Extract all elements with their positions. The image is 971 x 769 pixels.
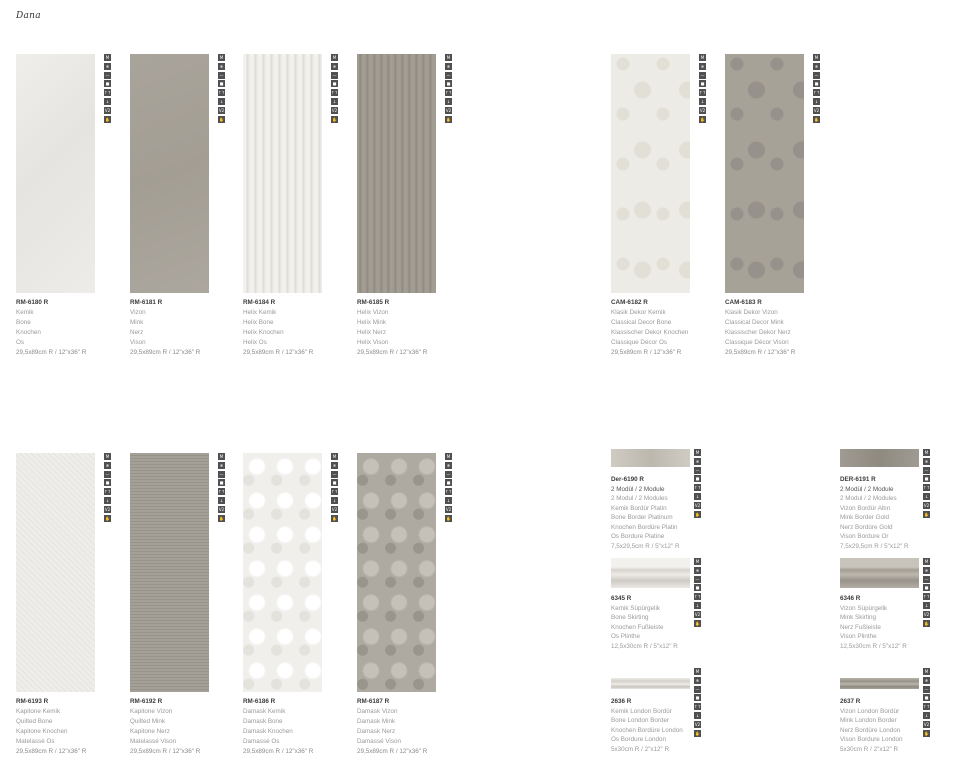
item-line: Vizon Bordür Altın — [840, 504, 891, 512]
item-image — [611, 678, 690, 689]
square-icon: ■ — [700, 81, 705, 87]
v2-icon: V2 — [694, 502, 701, 508]
hand-icon: ✋ — [924, 511, 929, 517]
tile-line: Helix Kemik — [243, 309, 277, 316]
tile-image — [16, 54, 95, 293]
square-icon: ■ — [332, 81, 337, 87]
square-icon: ■ — [695, 585, 700, 591]
square-icon: ■ — [924, 476, 929, 482]
v2-icon: V2 — [104, 107, 111, 113]
tile-code: RM-6192 R — [130, 698, 163, 705]
v2-icon: V2 — [218, 506, 225, 512]
square-icon: ■ — [446, 81, 451, 87]
square-icon: ■ — [924, 695, 929, 701]
frost-icon: ❄ — [695, 677, 700, 683]
hand-icon: ✋ — [105, 116, 110, 122]
item-line: Nerz Bordüre Gold — [840, 523, 893, 531]
tile-image — [725, 54, 804, 293]
arrows-icon: ↑↑ — [813, 90, 820, 96]
arrows-icon: ↑↑ — [699, 90, 706, 96]
tile-image — [130, 54, 209, 293]
v2-icon: V2 — [923, 502, 930, 508]
square-icon: ■ — [219, 81, 224, 87]
item-line: Os Bordure London — [611, 736, 666, 743]
tile-line: Damask Mink — [357, 718, 396, 725]
tile-line: Kapitone Kemik — [16, 708, 61, 715]
tile-size: 29,5x89cm R / 12"x36" R — [130, 748, 201, 755]
down-icon: ↓ — [219, 98, 224, 104]
tile-line: Klasik Dekor Kemik — [611, 309, 666, 316]
tile-line: Damask Knochen — [243, 728, 293, 735]
tile-line: Kapitone Vizon — [130, 708, 173, 715]
arrows-icon: ↑↑ — [218, 90, 225, 96]
down-icon: ↓ — [924, 602, 929, 608]
frost-icon: ❄ — [219, 63, 224, 69]
matt-icon: M — [924, 669, 929, 674]
tile-line: Os — [16, 339, 25, 346]
item-line: Nerz Fußleiste — [840, 623, 881, 631]
frost-icon: ❄ — [695, 567, 700, 573]
tile-line: Kapitone Nerz — [130, 728, 170, 735]
frost-icon: ❄ — [924, 677, 929, 683]
item-icons — [923, 449, 930, 520]
v2-icon: V2 — [331, 506, 338, 512]
tile-line: Damassé Vison — [357, 738, 401, 745]
item-icons — [694, 558, 701, 629]
tile-icons — [445, 54, 452, 125]
matt-icon: M — [695, 669, 700, 674]
arrows-icon: ↑↑ — [331, 489, 338, 495]
item-size: 12,5x30cm R / 5"x12" R — [840, 642, 907, 650]
tile-size: 29,5x89cm R / 12"x36" R — [357, 748, 428, 755]
arrows-icon: ↑↑ — [104, 90, 111, 96]
tile-line: Quilted Bone — [16, 718, 53, 725]
down-icon: ↓ — [695, 602, 700, 608]
tile-caption — [357, 697, 427, 757]
item-line: Vison Plinthe — [840, 633, 877, 640]
v2-icon: V2 — [923, 721, 930, 727]
tile-icons — [445, 453, 452, 524]
item-code: 2636 R — [611, 698, 632, 705]
item-size: 7,5x29,5cm R / 5"x12" R — [840, 542, 909, 550]
matt-icon: M — [219, 55, 224, 60]
matt-icon: M — [105, 454, 110, 459]
down-icon: ↓ — [446, 497, 451, 503]
item-line: Knochen Bordüre London — [611, 726, 683, 734]
matt-icon: M — [446, 454, 451, 459]
tile-line: Classical Decor Bone — [611, 319, 672, 326]
tile-code: RM-6184 R — [243, 299, 276, 306]
dash-icon: — — [700, 72, 705, 78]
tile-caption — [16, 697, 86, 757]
item-icons — [694, 668, 701, 739]
item-caption — [611, 697, 683, 754]
tile-image — [243, 54, 322, 293]
v2-icon: V2 — [923, 611, 930, 617]
item-caption — [611, 594, 678, 651]
item-image — [840, 449, 919, 467]
item-sub: 2 Modül / 2 Module — [840, 485, 894, 493]
matt-icon: M — [700, 55, 705, 60]
down-icon: ↓ — [814, 98, 819, 104]
hand-icon: ✋ — [695, 620, 700, 626]
down-icon: ↓ — [332, 98, 337, 104]
square-icon: ■ — [105, 81, 110, 87]
item-line: Mink Border Gold — [840, 514, 889, 521]
item-line: Mink Skirting — [840, 614, 877, 621]
hand-icon: ✋ — [332, 515, 337, 521]
tile-size: 29,5x89cm R / 12"x36" R — [243, 748, 314, 755]
tile-code: CAM-6183 R — [725, 299, 762, 306]
square-icon: ■ — [695, 695, 700, 701]
item-line: Os Bordure Platine — [611, 533, 665, 540]
dash-icon: — — [332, 72, 337, 78]
item-caption — [611, 475, 680, 551]
tile-code: RM-6193 R — [16, 698, 49, 705]
square-icon: ■ — [814, 81, 819, 87]
hand-icon: ✋ — [924, 620, 929, 626]
matt-icon: M — [924, 559, 929, 564]
tile-line: Damask Nerz — [357, 728, 396, 735]
tile-line: Helix Knochen — [243, 329, 284, 336]
hand-icon: ✋ — [695, 511, 700, 517]
hand-icon: ✋ — [219, 515, 224, 521]
tile-image — [611, 54, 690, 293]
down-icon: ↓ — [332, 497, 337, 503]
square-icon: ■ — [219, 480, 224, 486]
tile-caption — [357, 298, 427, 358]
hand-icon: ✋ — [695, 730, 700, 736]
square-icon: ■ — [105, 480, 110, 486]
tile-line: Bone — [16, 319, 31, 326]
hand-icon: ✋ — [332, 116, 337, 122]
tile-line: Damask Kemik — [243, 708, 286, 715]
arrows-icon: ↑↑ — [694, 704, 701, 710]
tile-line: Helix Nerz — [357, 329, 387, 336]
item-line: 2 Modul / 2 Modules — [840, 495, 897, 502]
item-line: Vizon London Bordür — [840, 707, 900, 715]
tile-line: Helix Mink — [357, 319, 387, 326]
item-size: 12,5x30cm R / 5"x12" R — [611, 642, 678, 650]
dash-icon: — — [924, 576, 929, 582]
item-line: Kemik Bordür Platin — [611, 504, 667, 512]
tile-line: Vison — [130, 339, 146, 346]
tile-image — [357, 453, 436, 692]
down-icon: ↓ — [695, 712, 700, 718]
tile-image — [16, 453, 95, 692]
tile-line: Quilted Mink — [130, 718, 165, 725]
tile-icons — [331, 453, 338, 524]
tile-image — [243, 453, 322, 692]
tile-code: RM-6180 R — [16, 299, 49, 306]
v2-icon: V2 — [813, 107, 820, 113]
item-line: Vison Bordure Or — [840, 533, 889, 540]
v2-icon: V2 — [699, 107, 706, 113]
v2-icon: V2 — [445, 107, 452, 113]
frost-icon: ❄ — [219, 462, 224, 468]
item-line: Knochen Fußleiste — [611, 623, 664, 631]
tile-code: RM-6186 R — [243, 698, 276, 705]
arrows-icon: ↑↑ — [694, 594, 701, 600]
item-line: Kemik Süpürgelik — [611, 604, 660, 612]
item-caption — [840, 594, 907, 651]
dash-icon: — — [814, 72, 819, 78]
tile-size: 29,5x89cm R / 12"x36" R — [243, 349, 314, 356]
tile-line: Kemik — [16, 309, 34, 316]
arrows-icon: ↑↑ — [218, 489, 225, 495]
item-code: Der-6190 R — [611, 476, 644, 483]
item-code: 6346 R — [840, 595, 861, 602]
tile-line: Helix Bone — [243, 319, 274, 326]
item-code: 2637 R — [840, 698, 861, 705]
tile-line: Matelassé Os — [16, 738, 55, 745]
matt-icon: M — [332, 55, 337, 60]
arrows-icon: ↑↑ — [923, 594, 930, 600]
tile-line: Knochen — [16, 329, 41, 336]
item-image — [611, 558, 690, 588]
frost-icon: ❄ — [924, 567, 929, 573]
item-sub: 2 Modül / 2 Module — [611, 485, 665, 493]
dash-icon: — — [446, 471, 451, 477]
tile-size: 29,5x89cm R / 12"x36" R — [357, 349, 428, 356]
tile-line: Klasik Dekor Vizon — [725, 309, 778, 316]
item-image — [840, 558, 919, 588]
tile-code: RM-6181 R — [130, 299, 163, 306]
frost-icon: ❄ — [446, 63, 451, 69]
frost-icon: ❄ — [446, 462, 451, 468]
tile-caption — [243, 298, 313, 358]
matt-icon: M — [219, 454, 224, 459]
item-size: 7,5x29,5cm R / 5"x12" R — [611, 542, 680, 550]
item-icons — [923, 558, 930, 629]
tile-icons — [331, 54, 338, 125]
tile-image — [130, 453, 209, 692]
item-code: DER-6191 R — [840, 476, 876, 483]
tile-size: 29,5x89cm R / 12"x36" R — [725, 349, 796, 356]
hand-icon: ✋ — [219, 116, 224, 122]
tile-icons — [218, 453, 225, 524]
item-caption — [840, 475, 909, 551]
v2-icon: V2 — [218, 107, 225, 113]
frost-icon: ❄ — [695, 458, 700, 464]
tile-icons — [813, 54, 820, 125]
dash-icon: — — [446, 72, 451, 78]
item-line: Kemik London Bordür — [611, 707, 672, 715]
matt-icon: M — [924, 450, 929, 455]
hand-icon: ✋ — [924, 730, 929, 736]
down-icon: ↓ — [700, 98, 705, 104]
item-line: Bone Skirting — [611, 614, 649, 621]
matt-icon: M — [695, 450, 700, 455]
tile-icons — [104, 54, 111, 125]
tile-size: 29,5x89cm R / 12"x36" R — [611, 349, 682, 356]
tile-code: CAM-6182 R — [611, 299, 648, 306]
down-icon: ↓ — [219, 497, 224, 503]
tile-icons — [104, 453, 111, 524]
item-line: Vison Bordure London — [840, 736, 903, 743]
item-image — [840, 678, 919, 689]
item-line: Vizon Süpürgelik — [840, 604, 888, 612]
tile-line: Damassé Os — [243, 738, 280, 745]
hand-icon: ✋ — [700, 116, 705, 122]
v2-icon: V2 — [694, 721, 701, 727]
dash-icon: — — [695, 686, 700, 692]
tile-line: Helix Vison — [357, 339, 389, 346]
tile-line: Klassischer Dekor Nerz — [725, 329, 791, 336]
tile-line: Vizon — [130, 309, 146, 316]
tile-caption — [243, 697, 313, 757]
dash-icon: — — [695, 576, 700, 582]
tile-size: 29,5x89cm R / 12"x36" R — [16, 748, 87, 755]
item-size: 5x30cm R / 2"x12" R — [840, 745, 899, 753]
matt-icon: M — [814, 55, 819, 60]
item-size: 5x30cm R / 2"x12" R — [611, 745, 670, 753]
square-icon: ■ — [924, 585, 929, 591]
hand-icon: ✋ — [446, 116, 451, 122]
dash-icon: — — [219, 471, 224, 477]
dash-icon: — — [332, 471, 337, 477]
matt-icon: M — [695, 559, 700, 564]
hand-icon: ✋ — [105, 515, 110, 521]
item-image — [611, 449, 690, 467]
item-line: Os Plinthe — [611, 633, 641, 640]
tile-icons — [699, 54, 706, 125]
dash-icon: — — [219, 72, 224, 78]
down-icon: ↓ — [924, 493, 929, 499]
v2-icon: V2 — [445, 506, 452, 512]
tile-caption — [130, 298, 200, 358]
item-line: Knochen Bordüre Platin — [611, 523, 678, 531]
tile-caption — [611, 298, 688, 358]
square-icon: ■ — [446, 480, 451, 486]
square-icon: ■ — [332, 480, 337, 486]
item-line: Mink London Border — [840, 717, 897, 724]
frost-icon: ❄ — [332, 63, 337, 69]
tile-line: Damask Vizon — [357, 708, 398, 715]
frost-icon: ❄ — [105, 462, 110, 468]
arrows-icon: ↑↑ — [694, 485, 701, 491]
down-icon: ↓ — [924, 712, 929, 718]
frost-icon: ❄ — [332, 462, 337, 468]
item-icons — [923, 668, 930, 739]
item-line: Nerz Bordüre London — [840, 726, 901, 734]
frost-icon: ❄ — [814, 63, 819, 69]
matt-icon: M — [446, 55, 451, 60]
item-line: Bone London Border — [611, 717, 670, 724]
down-icon: ↓ — [105, 98, 110, 104]
arrows-icon: ↑↑ — [104, 489, 111, 495]
tile-line: Nerz — [130, 329, 144, 336]
tile-size: 29,5x89cm R / 12"x36" R — [130, 349, 201, 356]
tile-line: Klassischer Dekor Knochen — [611, 329, 689, 336]
down-icon: ↓ — [695, 493, 700, 499]
tile-caption — [130, 697, 200, 757]
tile-line: Helix Os — [243, 339, 267, 346]
tile-caption — [725, 298, 795, 358]
arrows-icon: ↑↑ — [923, 704, 930, 710]
hand-icon: ✋ — [814, 116, 819, 122]
tile-line: Mink — [130, 319, 144, 326]
tile-size: 29,5x89cm R / 12"x36" R — [16, 349, 87, 356]
brand-logo: Dana — [16, 11, 41, 21]
square-icon: ■ — [695, 476, 700, 482]
dash-icon: — — [105, 72, 110, 78]
item-code: 6345 R — [611, 595, 632, 602]
tile-line: Matelassé Vison — [130, 738, 177, 745]
item-line: 2 Modul / 2 Modules — [611, 495, 668, 502]
tile-code: RM-6187 R — [357, 698, 390, 705]
down-icon: ↓ — [446, 98, 451, 104]
hand-icon: ✋ — [446, 515, 451, 521]
matt-icon: M — [332, 454, 337, 459]
frost-icon: ❄ — [700, 63, 705, 69]
dash-icon: — — [105, 471, 110, 477]
item-line: Bone Border Platinum — [611, 514, 673, 521]
tile-line: Classique Décor Vison — [725, 339, 789, 346]
tile-line: Classique Décor Os — [611, 339, 667, 346]
arrows-icon: ↑↑ — [445, 489, 452, 495]
down-icon: ↓ — [105, 497, 110, 503]
dash-icon: — — [924, 467, 929, 473]
tile-line: Helix Vizon — [357, 309, 389, 316]
tile-image — [357, 54, 436, 293]
frost-icon: ❄ — [105, 63, 110, 69]
item-caption — [840, 697, 903, 754]
v2-icon: V2 — [331, 107, 338, 113]
v2-icon: V2 — [104, 506, 111, 512]
item-icons — [694, 449, 701, 520]
tile-icons — [218, 54, 225, 125]
tile-line: Damask Bone — [243, 718, 283, 725]
matt-icon: M — [105, 55, 110, 60]
arrows-icon: ↑↑ — [445, 90, 452, 96]
tile-line: Classical Decor Mink — [725, 319, 784, 326]
dash-icon: — — [695, 467, 700, 473]
tile-line: Kapitone Knochen — [16, 728, 68, 735]
frost-icon: ❄ — [924, 458, 929, 464]
arrows-icon: ↑↑ — [331, 90, 338, 96]
tile-code: RM-6185 R — [357, 299, 390, 306]
arrows-icon: ↑↑ — [923, 485, 930, 491]
v2-icon: V2 — [694, 611, 701, 617]
dash-icon: — — [924, 686, 929, 692]
tile-caption — [16, 298, 86, 358]
